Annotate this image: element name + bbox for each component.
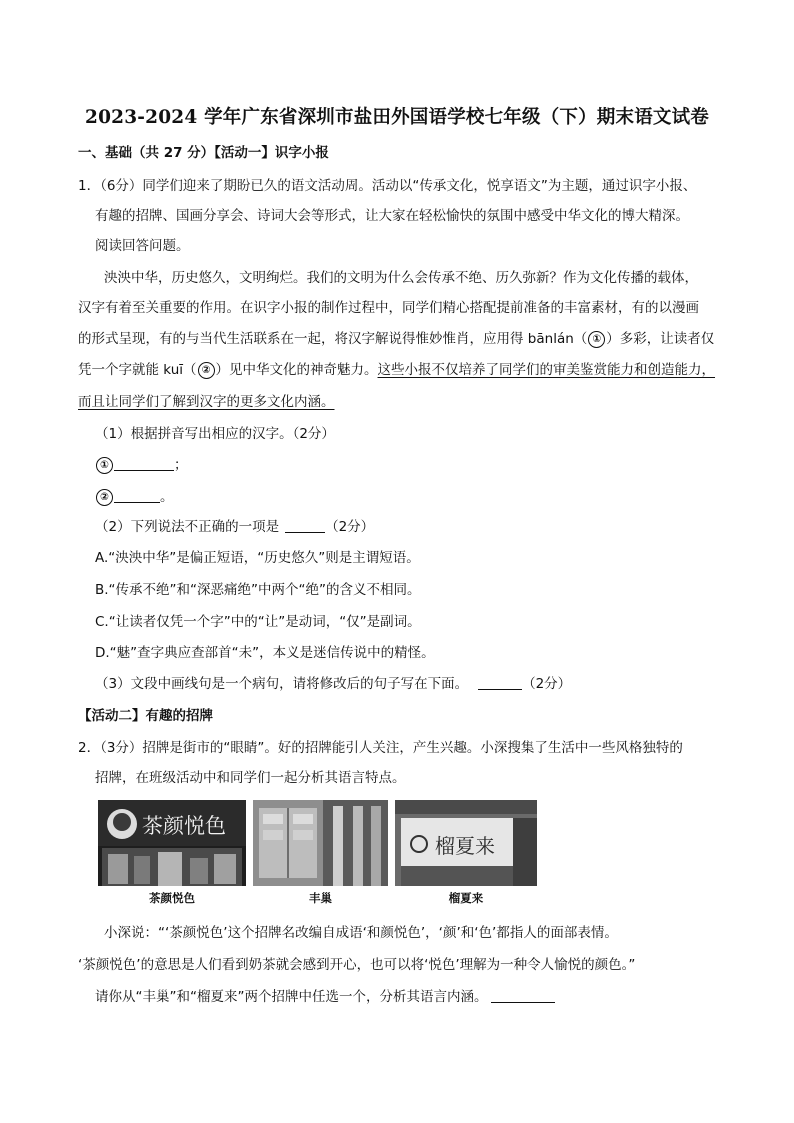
option-d: D.“魅”查字典应查部首“未”，本义是迷信传说中的精怪。 (95, 645, 435, 661)
photo-caption: 茶颜悦色 (149, 891, 195, 905)
sign-text: 榴夏来 (435, 834, 495, 858)
q1-passage-line3 (78, 329, 714, 349)
passage-text: 凭一个字就能 kuī（ (78, 362, 197, 378)
blank-line[interactable] (114, 456, 174, 471)
question-text: （2）下列说法不正确的一项是 (95, 519, 280, 535)
option-a: A.“泱泱中华”是偏正短语，“历史悠久”则是主谓短语。 (95, 550, 420, 566)
photo-fengchao (253, 800, 388, 886)
q2-quote-line2: ‘茶颜悦色’的意思是人们看到奶茶就会感到开心，也可以将‘悦色’理解为一种令人愉悦的颜色。” (78, 957, 636, 973)
passage-text: ）多彩，让读者仅 (606, 331, 715, 347)
q2-quote-line1: 小深说：“‘茶颜悦色’这个招牌名改编自成语‘和颜悦色’，‘颜’和‘色’都指人的面部表情。 (104, 925, 618, 941)
underlined-sentence-end: 而且让同学们了解到汉字的更多文化内涵。 (78, 394, 335, 410)
option-c: C.“让读者仅凭一个字”中的“让”是动词，“仅”是副词。 (95, 614, 421, 630)
punctuation: 。 (160, 489, 174, 505)
activity2-heading: 【活动二】有趣的招牌 (78, 708, 213, 724)
circled-number-1: ① (588, 331, 605, 348)
q2-intro-line1: 2．（3分）招牌是街市的“眼睛”。好的招牌能引人关注，产生兴趣。小深搜集了生活中一些风格独特的 (78, 740, 683, 756)
photo-caption: 榴夏来 (448, 891, 484, 905)
sign-text: 茶颜悦色 (142, 814, 226, 838)
blank-line[interactable] (114, 488, 160, 503)
circled-number-2: ② (96, 489, 113, 506)
circled-number-2: ② (198, 362, 215, 379)
photo-liuxialai (395, 800, 537, 886)
answer-blank[interactable] (491, 988, 555, 1003)
photo-chayanyuese (98, 800, 246, 886)
underlined-sentence: 这些小报不仅培养了同学们的审美鉴赏能力和创造能力， (377, 362, 716, 378)
answer-blank-2[interactable] (95, 487, 174, 507)
q2-task (95, 987, 555, 1007)
circled-number-1: ① (96, 457, 113, 474)
q1-intro-line2: 有趣的招牌、国画分享会、诗词大会等形式，让大家在轻松愉快的氛围中感受中华文化的博大精深。 (95, 208, 689, 224)
score: （2分） (522, 676, 572, 692)
q1-intro-line3: 阅读回答问题。 (95, 238, 190, 254)
section-heading-basics: 一、基础（共 27 分）【活动一】识字小报 (78, 145, 329, 161)
signboard-photos (98, 800, 538, 908)
q2-intro-line2: 招牌，在班级活动中和同学们一起分析其语言特点。 (95, 770, 406, 786)
q1-passage-line1: 泱泱中华，历史悠久，文明绚烂。我们的文明为什么会传承不绝、历久弥新？作为文化传播的载体， (104, 270, 698, 286)
passage-text: 的形式呈现，有的与当代生活联系在一起，将汉字解说得惟妙惟肖，应用得 bānlán（ (78, 331, 588, 347)
q1-passage-line4 (78, 360, 715, 380)
punctuation: ； (174, 457, 188, 473)
q1-sub2 (95, 517, 374, 537)
signboard-image (253, 800, 388, 886)
score: （2分） (325, 519, 375, 535)
passage-text: ）见中华文化的神奇魅力。 (215, 362, 378, 378)
page-title: 2023-2024 学年广东省深圳市盐田外国语学校七年级（下）期末语文试卷 (85, 107, 709, 128)
q1-sub3 (95, 674, 571, 694)
answer-blank-1[interactable] (95, 455, 188, 475)
q1-passage-line2: 汉字有着至关重要的作用。在识字小报的制作过程中，同学们精心搭配提前准备的丰富素材，有的以漫画 (78, 300, 699, 316)
answer-blank[interactable] (478, 675, 522, 690)
option-b: B.“传承不绝”和“深恶痛绝”中两个“绝”的含义不相同。 (95, 582, 421, 598)
question-text: （3）文段中画线句是一个病句，请将修改后的句子写在下面。 (95, 676, 469, 692)
q1-intro-line1: 1．（6分）同学们迎来了期盼已久的语文活动周。活动以“传承文化，悦享语文”为主题，通过识字小报、 (78, 178, 697, 194)
photo-caption: 丰巢 (309, 891, 332, 905)
question-text: 请你从“丰巢”和“榴夏来”两个招牌中任选一个，分析其语言内涵。 (95, 989, 488, 1005)
q1-sub1: （1）根据拼音写出相应的汉字。（2分） (95, 426, 335, 442)
answer-blank[interactable] (285, 518, 325, 533)
